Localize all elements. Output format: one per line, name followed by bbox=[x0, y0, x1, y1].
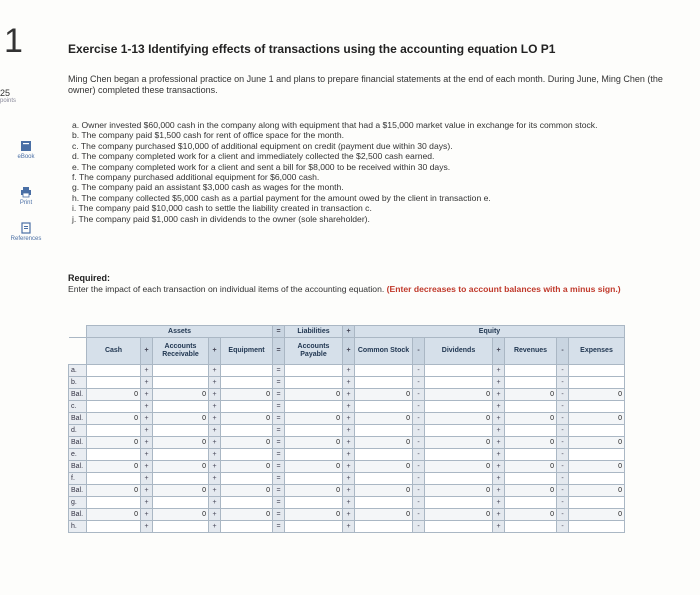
amount-input[interactable]: 0 bbox=[355, 485, 413, 497]
row-label: Bal. bbox=[69, 389, 87, 401]
amount-input[interactable]: 0 bbox=[87, 485, 141, 497]
amount-input[interactable] bbox=[355, 401, 413, 413]
operator-cell: - bbox=[557, 389, 569, 401]
amount-input[interactable]: 0 bbox=[87, 413, 141, 425]
amount-input[interactable]: 0 bbox=[87, 509, 141, 521]
table-row bbox=[69, 425, 625, 437]
table-row bbox=[69, 389, 625, 401]
amount-input[interactable] bbox=[153, 449, 209, 461]
operator-cell: + bbox=[209, 461, 221, 473]
operator-cell: = bbox=[273, 449, 285, 461]
operator-cell: + bbox=[209, 401, 221, 413]
amount-input[interactable]: 0 bbox=[505, 509, 557, 521]
amount-input[interactable] bbox=[153, 401, 209, 413]
accounting-equation-table bbox=[68, 325, 625, 533]
row-label: b. bbox=[69, 377, 87, 389]
operator-cell: = bbox=[273, 497, 285, 509]
amount-input[interactable] bbox=[355, 473, 413, 485]
row-label: c. bbox=[69, 401, 87, 413]
table-row bbox=[69, 461, 625, 473]
operator-cell: = bbox=[273, 413, 285, 425]
operator-cell: + bbox=[209, 497, 221, 509]
amount-input[interactable] bbox=[87, 521, 141, 533]
operator-cell: = bbox=[273, 461, 285, 473]
amount-input[interactable] bbox=[285, 473, 343, 485]
amount-input[interactable]: 0 bbox=[355, 437, 413, 449]
operator-cell: + bbox=[141, 365, 153, 377]
equipment-column-header: Equipment bbox=[221, 338, 273, 365]
amount-input[interactable] bbox=[505, 449, 557, 461]
operator-cell: + bbox=[493, 437, 505, 449]
operator-cell: + bbox=[209, 473, 221, 485]
operator-cell: + bbox=[141, 521, 153, 533]
operator-cell: - bbox=[557, 449, 569, 461]
operator-cell: + bbox=[343, 461, 355, 473]
table-row bbox=[69, 449, 625, 461]
operator-cell: + bbox=[493, 425, 505, 437]
required-label: Required: bbox=[68, 273, 111, 283]
operator-cell: = bbox=[273, 437, 285, 449]
operator-cell: - bbox=[413, 377, 425, 389]
amount-input[interactable]: 0 bbox=[221, 437, 273, 449]
amount-input[interactable] bbox=[221, 521, 273, 533]
row-label-header bbox=[69, 338, 87, 365]
print-icon bbox=[20, 186, 32, 198]
operator-cell: + bbox=[493, 509, 505, 521]
operator-cell: + bbox=[141, 497, 153, 509]
amount-input[interactable] bbox=[355, 449, 413, 461]
operator-cell: - bbox=[413, 401, 425, 413]
amount-input[interactable]: 0 bbox=[425, 461, 493, 473]
operator-cell: = bbox=[273, 389, 285, 401]
assets-header: Assets bbox=[87, 326, 273, 338]
operator-cell: - bbox=[557, 461, 569, 473]
amount-input[interactable] bbox=[285, 365, 343, 377]
operator-cell: - bbox=[413, 365, 425, 377]
points-label: points bbox=[0, 98, 17, 104]
operator-cell: - bbox=[557, 473, 569, 485]
operator-cell: + bbox=[493, 413, 505, 425]
operator-cell: + bbox=[343, 497, 355, 509]
operator-cell: + bbox=[209, 425, 221, 437]
list-item: f. The company purchased additional equipment for $6,000 cash. bbox=[72, 172, 320, 183]
table-row bbox=[69, 497, 625, 509]
amount-input[interactable] bbox=[355, 377, 413, 389]
operator-cell: + bbox=[343, 389, 355, 401]
amount-input[interactable] bbox=[87, 425, 141, 437]
operator-cell: + bbox=[209, 377, 221, 389]
operator-cell: + bbox=[141, 389, 153, 401]
amount-input[interactable]: 0 bbox=[425, 413, 493, 425]
question-number: 1 bbox=[4, 22, 23, 60]
amount-input[interactable]: 0 bbox=[505, 437, 557, 449]
ebook-button[interactable] bbox=[8, 140, 44, 160]
row-label: f. bbox=[69, 473, 87, 485]
operator-cell: + bbox=[209, 389, 221, 401]
amount-input[interactable] bbox=[425, 449, 493, 461]
row-label: a. bbox=[69, 365, 87, 377]
operator-cell: + bbox=[141, 485, 153, 497]
amount-input[interactable]: 0 bbox=[505, 461, 557, 473]
operator-cell: + bbox=[343, 401, 355, 413]
operator-cell: - bbox=[557, 437, 569, 449]
amount-input[interactable]: 0 bbox=[285, 485, 343, 497]
operator-cell: + bbox=[343, 413, 355, 425]
points-badge bbox=[0, 88, 16, 104]
operator-cell: = bbox=[273, 425, 285, 437]
amount-input[interactable]: 0 bbox=[221, 389, 273, 401]
amount-input[interactable]: 0 bbox=[153, 485, 209, 497]
amount-input[interactable]: 0 bbox=[153, 413, 209, 425]
amount-input[interactable] bbox=[221, 497, 273, 509]
amount-input[interactable]: 0 bbox=[221, 485, 273, 497]
ar-column-header: Accounts Receivable bbox=[153, 338, 209, 365]
instruction-main: Enter the impact of each transaction on individual items of the accounting equation. bbox=[68, 284, 385, 294]
op-equals: = bbox=[273, 338, 285, 365]
amount-input[interactable]: 0 bbox=[569, 437, 625, 449]
op-plus: + bbox=[209, 338, 221, 365]
operator-cell: + bbox=[141, 401, 153, 413]
operator-cell: + bbox=[343, 449, 355, 461]
references-icon bbox=[20, 222, 32, 234]
points-value: 25 bbox=[0, 88, 11, 98]
amount-input[interactable] bbox=[221, 449, 273, 461]
table-body bbox=[69, 365, 625, 533]
operator-cell: + bbox=[141, 509, 153, 521]
amount-input[interactable] bbox=[221, 425, 273, 437]
operator-cell: = bbox=[273, 401, 285, 413]
operator-cell: - bbox=[413, 449, 425, 461]
operator-cell: + bbox=[493, 401, 505, 413]
amount-input[interactable] bbox=[285, 497, 343, 509]
operator-cell: + bbox=[209, 521, 221, 533]
amount-input[interactable] bbox=[221, 473, 273, 485]
operator-cell: = bbox=[273, 521, 285, 533]
operator-cell: - bbox=[557, 425, 569, 437]
operator-cell: + bbox=[141, 425, 153, 437]
amount-input[interactable] bbox=[285, 401, 343, 413]
operator-cell: - bbox=[413, 521, 425, 533]
operator-cell: = bbox=[273, 485, 285, 497]
revenues-column-header: Revenues bbox=[505, 338, 557, 365]
amount-input[interactable]: 0 bbox=[221, 461, 273, 473]
amount-input[interactable] bbox=[425, 521, 493, 533]
list-item: b. The company paid $1,500 cash for rent of office space for the month. bbox=[72, 130, 344, 141]
operator-cell: + bbox=[141, 437, 153, 449]
amount-input[interactable] bbox=[425, 365, 493, 377]
operator-cell: + bbox=[209, 413, 221, 425]
op-plus: + bbox=[493, 338, 505, 365]
operator-cell: + bbox=[209, 365, 221, 377]
amount-input[interactable] bbox=[505, 497, 557, 509]
operator-cell: + bbox=[343, 473, 355, 485]
operator-cell: + bbox=[141, 413, 153, 425]
table-row bbox=[69, 521, 625, 533]
operator-cell: + bbox=[343, 437, 355, 449]
amount-input[interactable] bbox=[221, 377, 273, 389]
amount-input[interactable] bbox=[285, 449, 343, 461]
operator-cell: - bbox=[557, 377, 569, 389]
operator-cell: + bbox=[141, 473, 153, 485]
operator-cell: = bbox=[273, 473, 285, 485]
operator-cell: + bbox=[493, 521, 505, 533]
operator-cell: + bbox=[493, 473, 505, 485]
amount-input[interactable] bbox=[425, 377, 493, 389]
expenses-column-header: Expenses bbox=[569, 338, 625, 365]
amount-input[interactable]: 0 bbox=[355, 389, 413, 401]
list-item: e. The company completed work for a client and sent a bill for $8,000 to be received within 30 days. bbox=[72, 161, 451, 172]
operator-cell: + bbox=[493, 389, 505, 401]
amount-input[interactable]: 0 bbox=[153, 437, 209, 449]
operator-cell: + bbox=[209, 437, 221, 449]
amount-input[interactable]: 0 bbox=[285, 389, 343, 401]
table-row bbox=[69, 437, 625, 449]
equals-header: = bbox=[273, 326, 285, 338]
amount-input[interactable]: 0 bbox=[285, 437, 343, 449]
operator-cell: - bbox=[413, 497, 425, 509]
operator-cell: + bbox=[493, 461, 505, 473]
ap-column-header: Accounts Payable bbox=[285, 338, 343, 365]
amount-input[interactable] bbox=[87, 365, 141, 377]
operator-cell: + bbox=[209, 449, 221, 461]
amount-input[interactable] bbox=[153, 425, 209, 437]
operator-cell: + bbox=[343, 365, 355, 377]
operator-cell: + bbox=[141, 449, 153, 461]
amount-input[interactable]: 0 bbox=[153, 509, 209, 521]
amount-input[interactable]: 0 bbox=[425, 509, 493, 521]
operator-cell: - bbox=[413, 461, 425, 473]
amount-input[interactable] bbox=[285, 377, 343, 389]
ebook-label: eBook bbox=[17, 154, 35, 160]
row-label: d. bbox=[69, 425, 87, 437]
operator-cell: + bbox=[141, 461, 153, 473]
op-plus: + bbox=[343, 338, 355, 365]
op-plus: + bbox=[141, 338, 153, 365]
operator-cell: - bbox=[557, 497, 569, 509]
amount-input[interactable]: 0 bbox=[569, 485, 625, 497]
amount-input[interactable] bbox=[285, 425, 343, 437]
op-minus: - bbox=[557, 338, 569, 365]
amount-input[interactable]: 0 bbox=[425, 485, 493, 497]
operator-cell: - bbox=[557, 509, 569, 521]
operator-cell: = bbox=[273, 509, 285, 521]
table-row bbox=[69, 413, 625, 425]
table-row bbox=[69, 509, 625, 521]
amount-input[interactable] bbox=[87, 473, 141, 485]
operator-cell: - bbox=[557, 365, 569, 377]
intro-text: Ming Chen began a professional practice on June 1 and plans to prepare financial statements at the end of each month. During June, Ming Chen (the owner) completed these transactions. bbox=[68, 74, 663, 95]
amount-input[interactable] bbox=[505, 377, 557, 389]
amount-input[interactable] bbox=[285, 521, 343, 533]
table-row bbox=[69, 401, 625, 413]
row-label: h. bbox=[69, 521, 87, 533]
amount-input[interactable]: 0 bbox=[425, 389, 493, 401]
operator-cell: + bbox=[493, 377, 505, 389]
print-label: Print bbox=[19, 200, 33, 206]
amount-input[interactable]: 0 bbox=[153, 389, 209, 401]
operator-cell: - bbox=[413, 473, 425, 485]
operator-cell: - bbox=[413, 413, 425, 425]
table-row bbox=[69, 365, 625, 377]
amount-input[interactable]: 0 bbox=[355, 461, 413, 473]
amount-input[interactable] bbox=[153, 365, 209, 377]
list-item: j. The company paid $1,000 cash in dividends to the owner (sole shareholder). bbox=[72, 213, 370, 224]
operator-cell: - bbox=[557, 521, 569, 533]
amount-input[interactable] bbox=[87, 497, 141, 509]
operator-cell: + bbox=[493, 485, 505, 497]
amount-input[interactable]: 0 bbox=[355, 509, 413, 521]
amount-input[interactable] bbox=[569, 497, 625, 509]
amount-input[interactable] bbox=[505, 425, 557, 437]
references-label: References bbox=[10, 236, 42, 242]
list-item: a. Owner invested $60,000 cash in the company along with equipment that had a $15,000 market value in exchange for its common stock. bbox=[72, 120, 598, 130]
amount-input[interactable] bbox=[569, 425, 625, 437]
amount-input[interactable] bbox=[153, 377, 209, 389]
left-sidebar bbox=[0, 0, 48, 595]
amount-input[interactable]: 0 bbox=[153, 461, 209, 473]
amount-input[interactable]: 0 bbox=[87, 461, 141, 473]
amount-input[interactable]: 0 bbox=[569, 413, 625, 425]
amount-input[interactable]: 0 bbox=[569, 389, 625, 401]
amount-input[interactable] bbox=[505, 473, 557, 485]
amount-input[interactable]: 0 bbox=[425, 437, 493, 449]
operator-cell: + bbox=[343, 485, 355, 497]
amount-input[interactable] bbox=[153, 521, 209, 533]
equity-header: Equity bbox=[355, 326, 625, 338]
op-minus: - bbox=[413, 338, 425, 365]
liabilities-header: Liabilities bbox=[285, 326, 343, 338]
operator-cell: + bbox=[493, 449, 505, 461]
row-label: Bal. bbox=[69, 437, 87, 449]
amount-input[interactable]: 0 bbox=[87, 437, 141, 449]
dividends-column-header: Dividends bbox=[425, 338, 493, 365]
list-item: i. The company paid $10,000 cash to settle the liability created in transaction c. bbox=[72, 203, 372, 214]
amount-input[interactable]: 0 bbox=[221, 509, 273, 521]
operator-cell: - bbox=[557, 401, 569, 413]
operator-cell: - bbox=[413, 389, 425, 401]
plus-header: + bbox=[343, 326, 355, 338]
list-item: d. The company completed work for a client and immediately collected the $2,500 cash earned. bbox=[72, 151, 435, 162]
amount-input[interactable]: 0 bbox=[569, 461, 625, 473]
row-label: Bal. bbox=[69, 509, 87, 521]
row-label: Bal. bbox=[69, 461, 87, 473]
exercise-title: Exercise 1-13 Identifying effects of transactions using the accounting equation LO P1 bbox=[68, 42, 556, 56]
amount-input[interactable]: 0 bbox=[285, 509, 343, 521]
row-label: Bal. bbox=[69, 485, 87, 497]
operator-cell: = bbox=[273, 377, 285, 389]
amount-input[interactable] bbox=[221, 365, 273, 377]
amount-input[interactable] bbox=[425, 425, 493, 437]
amount-input[interactable] bbox=[355, 425, 413, 437]
amount-input[interactable]: 0 bbox=[87, 389, 141, 401]
cash-column-header: Cash bbox=[87, 338, 141, 365]
instruction-emphasis: (Enter decreases to account balances with a minus sign.) bbox=[386, 284, 621, 294]
amount-input[interactable] bbox=[425, 401, 493, 413]
amount-input[interactable] bbox=[569, 449, 625, 461]
operator-cell: + bbox=[343, 521, 355, 533]
amount-input[interactable] bbox=[355, 521, 413, 533]
operator-cell: + bbox=[343, 425, 355, 437]
amount-input[interactable] bbox=[505, 365, 557, 377]
operator-cell: + bbox=[209, 509, 221, 521]
amount-input[interactable] bbox=[569, 377, 625, 389]
amount-input[interactable] bbox=[355, 365, 413, 377]
amount-input[interactable]: 0 bbox=[505, 413, 557, 425]
list-item: c. The company purchased $10,000 of additional equipment on credit (payment due within 30 days). bbox=[72, 140, 453, 151]
table-row bbox=[69, 473, 625, 485]
amount-input[interactable] bbox=[505, 521, 557, 533]
transaction-list bbox=[72, 120, 682, 224]
amount-input[interactable]: 0 bbox=[285, 461, 343, 473]
amount-input[interactable] bbox=[87, 377, 141, 389]
row-label: Bal. bbox=[69, 413, 87, 425]
operator-cell: - bbox=[413, 509, 425, 521]
amount-input[interactable] bbox=[569, 401, 625, 413]
corner-gap bbox=[69, 326, 87, 338]
amount-input[interactable]: 0 bbox=[221, 413, 273, 425]
list-item: h. The company collected $5,000 cash as a partial payment for the amount owed by the client in transaction e. bbox=[72, 192, 491, 203]
operator-cell: - bbox=[413, 437, 425, 449]
row-label: g. bbox=[69, 497, 87, 509]
amount-input[interactable] bbox=[425, 473, 493, 485]
operator-cell: - bbox=[557, 413, 569, 425]
row-label: e. bbox=[69, 449, 87, 461]
amount-input[interactable]: 0 bbox=[505, 389, 557, 401]
table-row bbox=[69, 485, 625, 497]
table-row bbox=[69, 377, 625, 389]
amount-input[interactable] bbox=[153, 473, 209, 485]
amount-input[interactable] bbox=[569, 365, 625, 377]
operator-cell: = bbox=[273, 365, 285, 377]
amount-input[interactable] bbox=[87, 401, 141, 413]
list-item: g. The company paid an assistant $3,000 cash as wages for the month. bbox=[72, 182, 344, 193]
amount-input[interactable] bbox=[221, 401, 273, 413]
amount-input[interactable] bbox=[355, 497, 413, 509]
operator-cell: + bbox=[343, 377, 355, 389]
amount-input[interactable] bbox=[505, 401, 557, 413]
amount-input[interactable] bbox=[569, 521, 625, 533]
ebook-icon bbox=[20, 140, 32, 152]
instruction-text bbox=[68, 284, 688, 294]
amount-input[interactable]: 0 bbox=[505, 485, 557, 497]
amount-input[interactable]: 0 bbox=[355, 413, 413, 425]
print-button[interactable] bbox=[8, 186, 44, 206]
amount-input[interactable] bbox=[425, 497, 493, 509]
operator-cell: - bbox=[413, 485, 425, 497]
operator-cell: + bbox=[141, 377, 153, 389]
operator-cell: + bbox=[493, 497, 505, 509]
operator-cell: + bbox=[209, 485, 221, 497]
operator-cell: - bbox=[413, 425, 425, 437]
common-stock-column-header: Common Stock bbox=[355, 338, 413, 365]
amount-input[interactable]: 0 bbox=[569, 509, 625, 521]
references-button[interactable] bbox=[8, 222, 44, 242]
operator-cell: + bbox=[343, 509, 355, 521]
operator-cell: - bbox=[557, 485, 569, 497]
operator-cell: + bbox=[493, 365, 505, 377]
amount-input[interactable] bbox=[569, 473, 625, 485]
amount-input[interactable] bbox=[153, 497, 209, 509]
amount-input[interactable] bbox=[87, 449, 141, 461]
amount-input[interactable]: 0 bbox=[285, 413, 343, 425]
